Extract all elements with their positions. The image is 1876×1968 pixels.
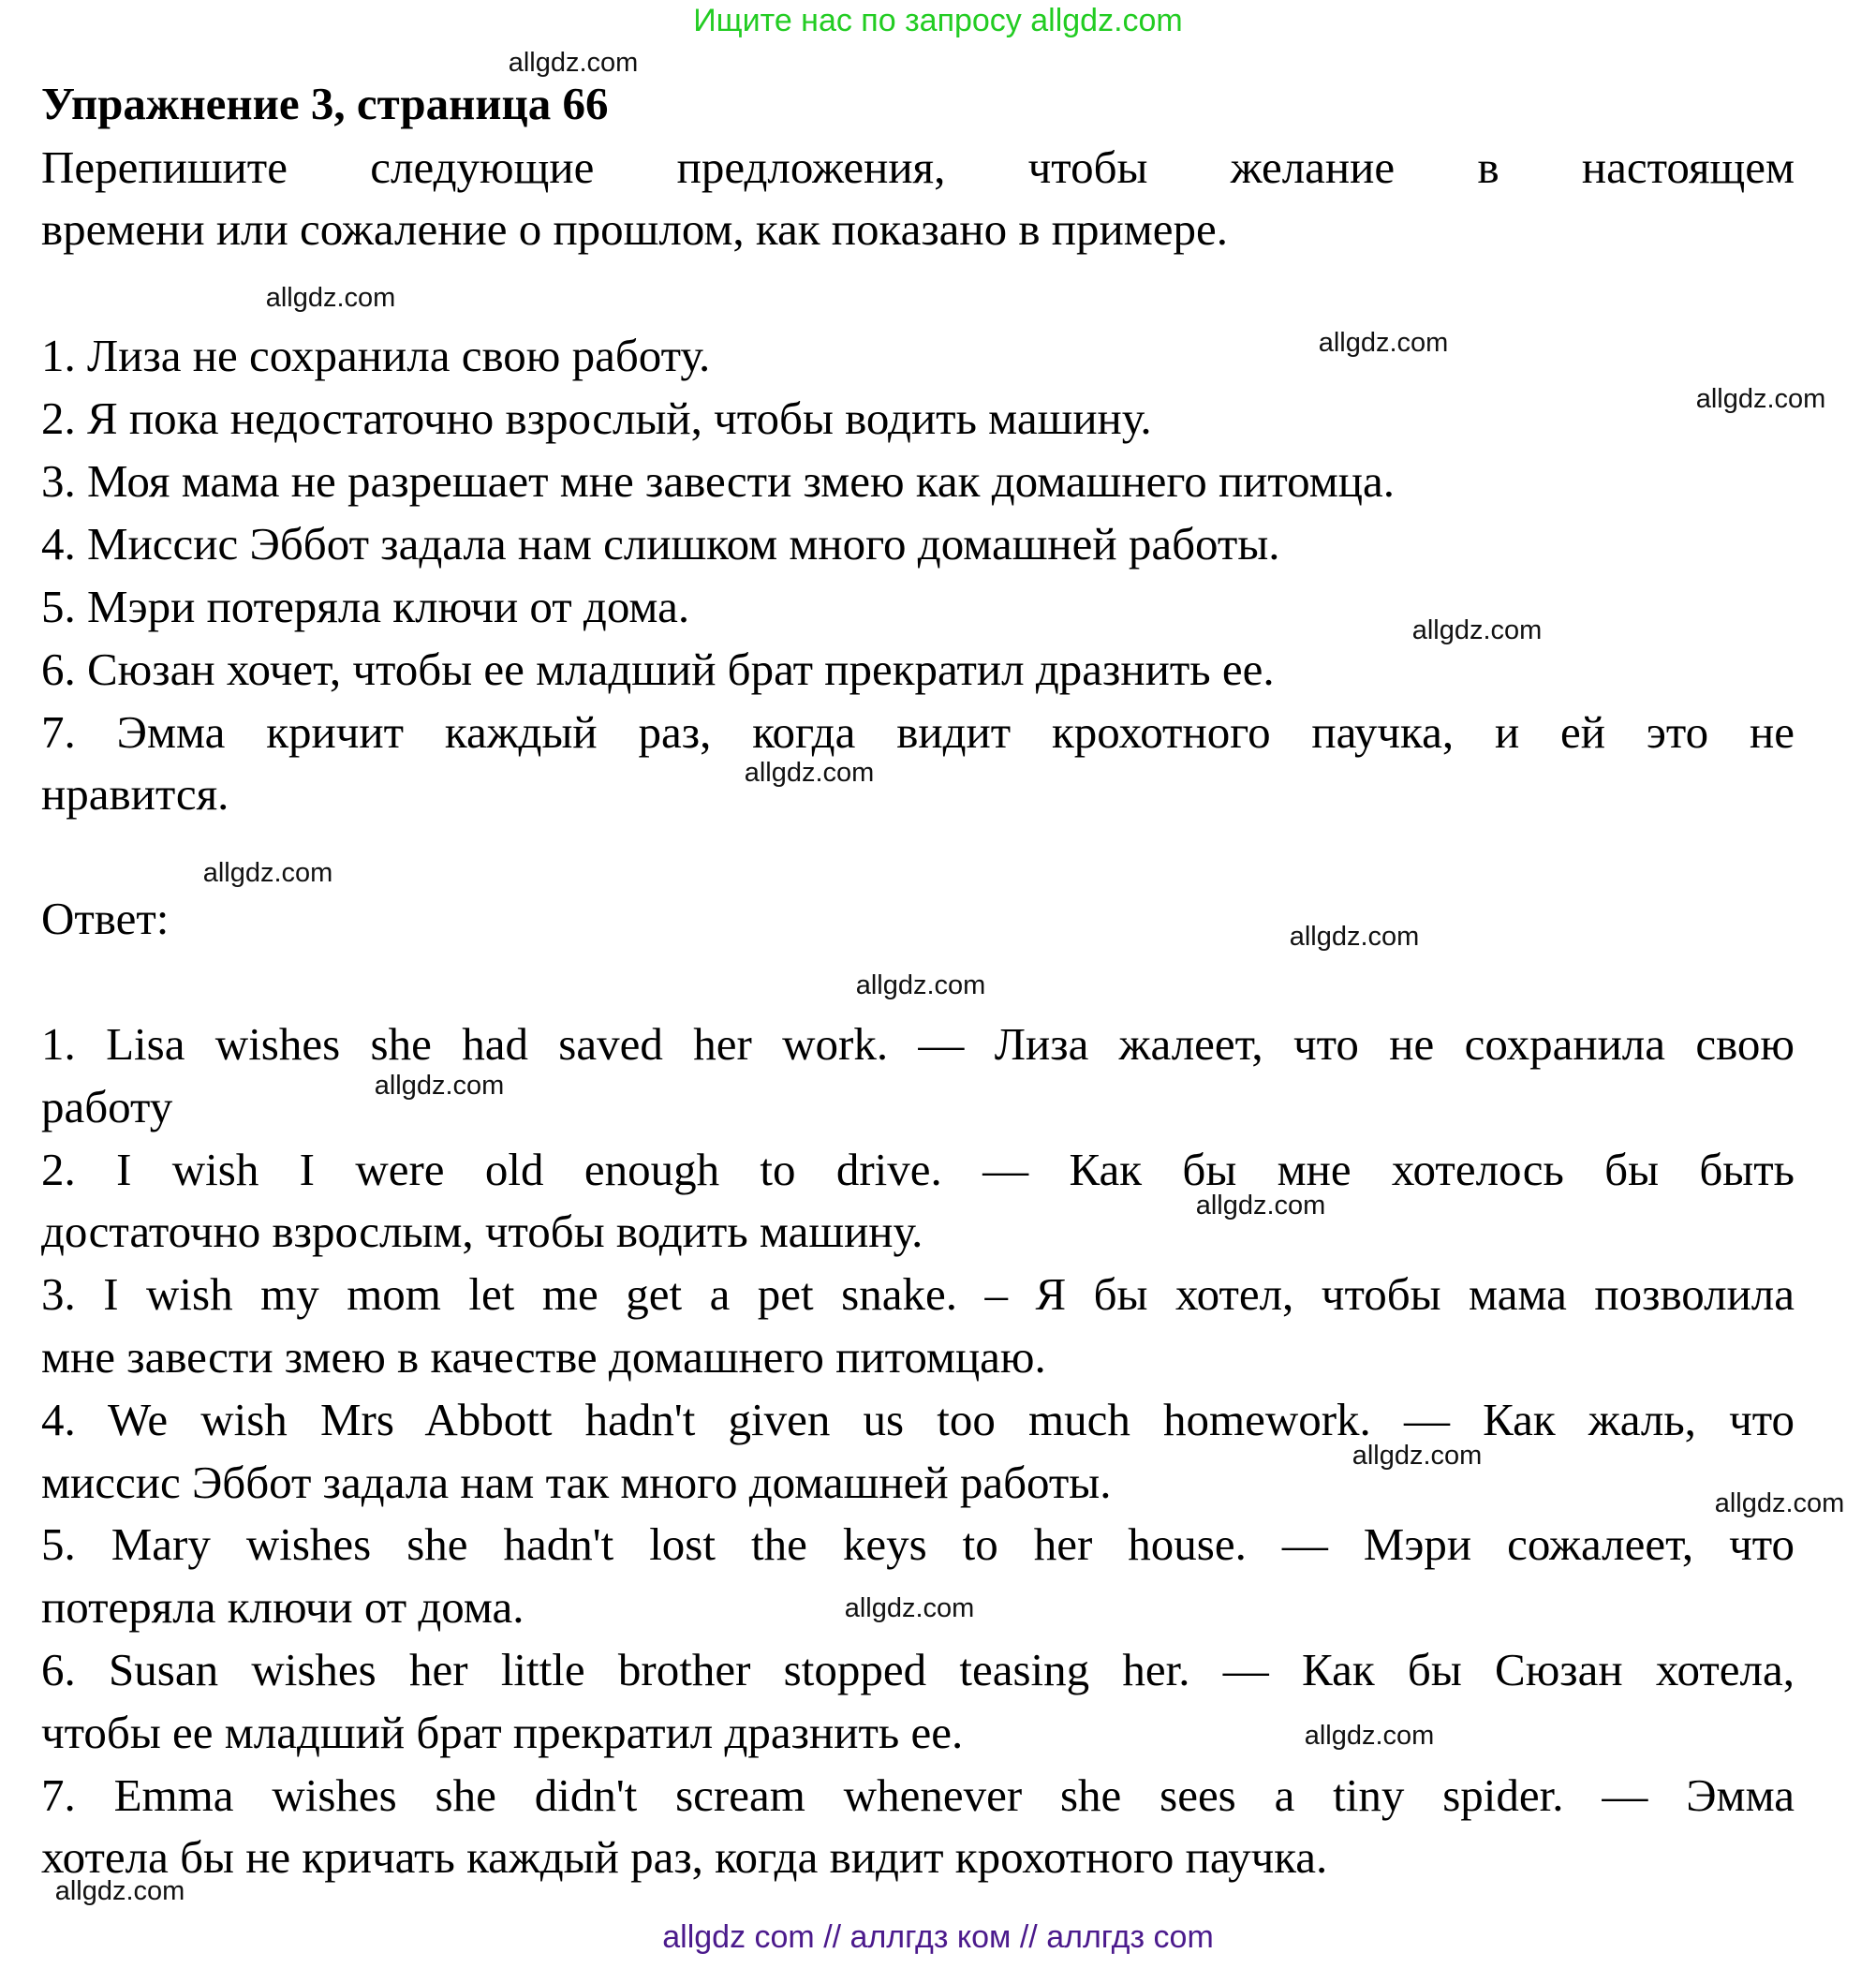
answer-item: чтобы ее младший брат прекратил дразнить ее. bbox=[41, 1707, 964, 1758]
watermark: allgdz.com bbox=[1289, 922, 1420, 952]
page-title: Упражнение 3, страница 66 bbox=[41, 78, 609, 129]
answer-item: 6. Susan wishes her little brother stopped teasing her. — Как бы Сюзан хотела, bbox=[41, 1644, 1795, 1695]
watermark: allgdz.com bbox=[265, 283, 396, 313]
watermark: allgdz.com bbox=[1411, 615, 1543, 645]
instruction-line: времени или сожаление о прошлом, как показано в примере. bbox=[41, 203, 1228, 255]
answer-item: 4. We wish Mrs Abbott hadn't given us too much homework. — Как жаль, что bbox=[41, 1394, 1795, 1445]
watermark: allgdz.com bbox=[1695, 384, 1826, 414]
footer-links: allgdz com // аллгдз ком // аллгдз com bbox=[662, 1919, 1214, 1955]
task-item: 5. Мэри потеряла ключи от дома. bbox=[41, 581, 690, 632]
watermark: allgdz.com bbox=[1318, 328, 1449, 358]
task-item: 1. Лиза не сохранила свою работу. bbox=[41, 330, 711, 381]
instruction-line: Перепишите следующие предложения, чтобы желание в настоящем bbox=[41, 141, 1795, 193]
task-item: нравится. bbox=[41, 768, 229, 820]
watermark: allgdz.com bbox=[844, 1593, 975, 1623]
task-item: 7. Эмма кричит каждый раз, когда видит крохотного паучка, и ей это не bbox=[41, 706, 1795, 758]
search-banner: Ищите нас по запросу allgdz.com bbox=[693, 3, 1183, 38]
answer-item: 2. I wish I were old enough to drive. — Как бы мне хотелось бы быть bbox=[41, 1144, 1795, 1195]
answer-label: Ответ: bbox=[41, 893, 170, 944]
watermark: allgdz.com bbox=[202, 858, 333, 888]
task-item: 2. Я пока недостаточно взрослый, чтобы водить машину. bbox=[41, 392, 1152, 444]
task-item: 3. Моя мама не разрешает мне завести змею как домашнего питомца. bbox=[41, 455, 1395, 507]
watermark: allgdz.com bbox=[508, 48, 639, 78]
answer-item: достаточно взрослым, чтобы водить машину. bbox=[41, 1206, 923, 1257]
answer-item: хотела бы не кричать каждый раз, когда видит крохотного паучка. bbox=[41, 1831, 1328, 1883]
answer-item: 1. Lisa wishes she had saved her work. — Лиза жалеет, что не сохранила свою bbox=[41, 1018, 1795, 1070]
answer-item: миссис Эббот задала нам так много домашней работы. bbox=[41, 1457, 1112, 1508]
watermark: allgdz.com bbox=[374, 1071, 505, 1101]
answer-item: работу bbox=[41, 1081, 173, 1132]
answer-item: 5. Mary wishes she hadn't lost the keys to her house. — Мэри сожалеет, что bbox=[41, 1518, 1795, 1570]
watermark: allgdz.com bbox=[744, 758, 875, 788]
watermark: allgdz.com bbox=[1352, 1441, 1483, 1471]
task-item: 6. Сюзан хочет, чтобы ее младший брат прекратил дразнить ее. bbox=[41, 644, 1275, 695]
watermark: allgdz.com bbox=[54, 1876, 185, 1906]
answer-item: 7. Emma wishes she didn't scream whenever she sees a tiny spider. — Эмма bbox=[41, 1769, 1795, 1821]
answer-item: 3. I wish my mom let me get a pet snake. – Я бы хотел, чтобы мама позволила bbox=[41, 1268, 1795, 1320]
task-item: 4. Миссис Эббот задала нам слишком много домашней работы. bbox=[41, 518, 1280, 570]
watermark: allgdz.com bbox=[855, 970, 986, 1000]
watermark: allgdz.com bbox=[1304, 1721, 1435, 1751]
answer-item: мне завести змею в качестве домашнего питомцаю. bbox=[41, 1331, 1046, 1383]
answer-item: потеряла ключи от дома. bbox=[41, 1581, 524, 1633]
watermark: allgdz.com bbox=[1714, 1488, 1845, 1518]
watermark: allgdz.com bbox=[1195, 1191, 1326, 1221]
